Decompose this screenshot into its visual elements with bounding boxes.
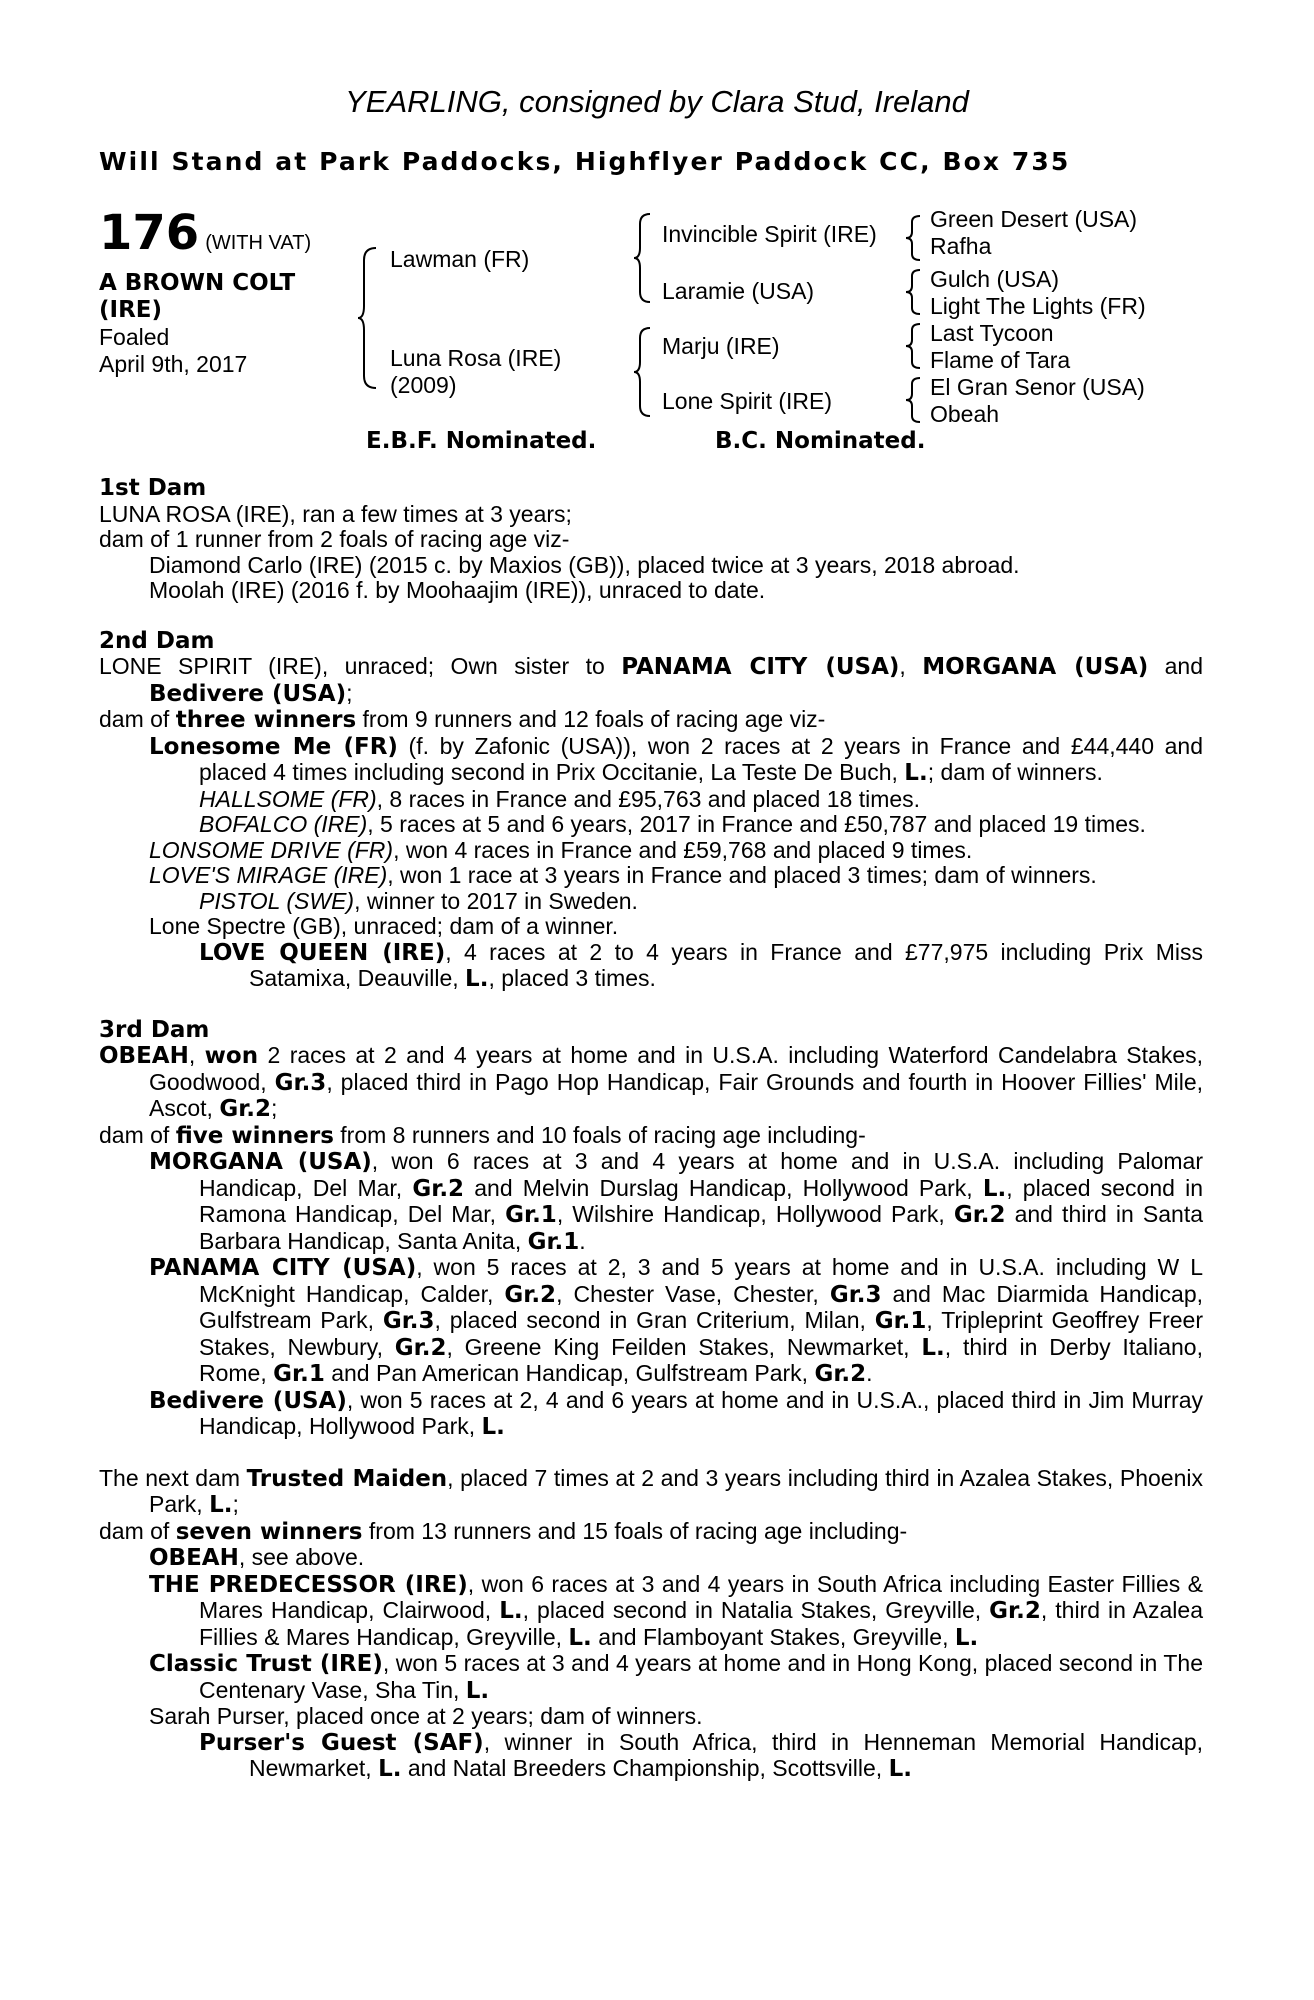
lot-description: A BROWN COLT (IRE) — [99, 270, 296, 323]
consignor-line: YEARLING, consigned by Clara Stud, Ireland — [345, 84, 969, 119]
entry-classic-trust: Classic Trust (IRE), won 5 races at 3 and 4 years at home and in Hong Kong, placed second in The Centenary Vase, Sha Tin, L. — [149, 1650, 1203, 1704]
g3-2: Gulch (USA) — [930, 266, 1060, 292]
foaled-date: April 9th, 2017 — [99, 351, 248, 377]
g3-7: Obeah — [930, 401, 1000, 427]
brace-3d — [906, 376, 924, 424]
sire-line-brace — [634, 212, 654, 304]
entry-bofalco: BOFALCO (IRE), 5 races at 5 and 6 years, 2017 in France and £50,787 and placed 19 times. — [199, 811, 1146, 837]
g3-5: Flame of Tara — [930, 347, 1071, 373]
second-dam-line: LONE SPIRIT (IRE), unraced; Own sister to PANAMA CITY (USA), MORGANA (USA) and Bedivere (USA); — [99, 653, 1204, 707]
sire-dam-brace — [358, 246, 380, 390]
first-dam-line: LUNA ROSA (IRE), ran a few times at 3 years; — [99, 500, 572, 527]
brace-3a — [906, 214, 924, 262]
dam-line-brace — [634, 326, 654, 418]
vat-note: (WITH VAT) — [205, 232, 312, 254]
brace-3c — [906, 322, 924, 370]
entry-loves-mirage: LOVE'S MIRAGE (IRE), won 1 race at 3 years in France and placed 3 times; dam of winners. — [149, 862, 1097, 888]
lot-number: 176 — [99, 205, 200, 261]
dam-sire: Marju (IRE) — [662, 333, 780, 359]
entry-obeah-ref: OBEAH, see above. — [149, 1544, 365, 1571]
bc-nominated: B.C. Nominated. — [715, 428, 926, 454]
lot-details — [99, 205, 339, 378]
foaled-label: Foaled — [99, 324, 170, 350]
first-dam-foal-2: Moolah (IRE) (2016 f. by Moohaajim (IRE)), unraced to date. — [149, 577, 766, 603]
sire: Lawman (FR) — [390, 246, 530, 272]
first-dam-foal-1: Diamond Carlo (IRE) (2015 c. by Maxios (GB)), placed twice at 3 years, 2018 abroad. — [149, 551, 1020, 578]
next-dam-produce: dam of seven winners from 13 runners and 15 foals of racing age including- — [99, 1517, 908, 1545]
entry-love-queen: LOVE QUEEN (IRE), 4 races at 2 to 4 years in France and £77,975 including Prix Miss Satamixa, Deauville, L., placed 3 times. — [199, 938, 1203, 992]
stabling-line: Will Stand at Park Paddocks, Highflyer Paddock CC, Box 735 — [99, 147, 1071, 176]
second-dam-produce: dam of three winners from 9 runners and 12 foals of racing age viz- — [99, 706, 826, 733]
entry-the-predecessor: THE PREDECESSOR (IRE), won 6 races at 3 and 4 years in South Africa including Easter Fillies & Mares Handicap, Clairwood, L., placed second in Natalia Stakes, Greyville, Gr.2, third in Azalea Fillies & Mares Handicap, Greyville, L. and Flamboyant Stakes, Greyville, L. — [149, 1570, 1204, 1651]
entry-bedivere: Bedivere (USA), won 5 races at 2, 4 and 6 years at home and in U.S.A., placed third in Jim Murray Handicap, Hollywood Park, L. — [149, 1386, 1203, 1440]
entry-pursers-guest: Purser's Guest (SAF), winner in South Africa, third in Henneman Memorial Handicap, Newmarket, L. and Natal Breeders Championship, Scottsville, L. — [199, 1728, 1203, 1782]
sire-sire: Invincible Spirit (IRE) — [662, 221, 877, 247]
entry-lone-spectre: Lone Spectre (GB), unraced; dam of a winner. — [149, 913, 619, 939]
third-dam-produce: dam of five winners from 8 runners and 10 foals of racing age including- — [99, 1121, 866, 1149]
g3-1: Rafha — [930, 233, 992, 259]
g3-0: Green Desert (USA) — [930, 206, 1138, 232]
third-dam-heading: 3rd Dam — [99, 1016, 210, 1043]
second-dam-heading: 2nd Dam — [99, 627, 215, 654]
third-dam-line: OBEAH, won 2 races at 2 and 4 years at home and in U.S.A. including Waterford Candelabra Stakes, Goodwood, Gr.3, placed third in Pago Hop Handicap, Fair Grounds and fourth in Hoover Fillies' Mile, Ascot, Gr.2; — [99, 1042, 1204, 1122]
dam: Luna Rosa (IRE) — [390, 345, 562, 371]
first-dam-produce: dam of 1 runner from 2 foals of racing age viz- — [99, 526, 570, 552]
entry-pistol: PISTOL (SWE), winner to 2017 in Sweden. — [199, 887, 638, 914]
sire-dam: Laramie (USA) — [662, 278, 815, 304]
brace-3b — [906, 268, 924, 316]
entry-morgana: MORGANA (USA), won 6 races at 3 and 4 years at home and in U.S.A. including Palomar Handicap, Del Mar, Gr.2 and Melvin Durslag Handicap, Hollywood Park, L., placed second in Ramona Handicap, Del Mar, Gr.1, Wilshire Handicap, Hollywood Park, Gr.2 and third in Santa Barbara Handicap, Santa Anita, Gr.1. — [149, 1148, 1204, 1255]
ebf-nominated: E.B.F. Nominated. — [366, 428, 597, 454]
g3-4: Last Tycoon — [930, 320, 1054, 346]
next-dam-line: The next dam Trusted Maiden, placed 7 times at 2 and 3 years including third in Azalea Stakes, Phoenix Park, L.; — [99, 1464, 1203, 1518]
first-dam-heading: 1st Dam — [99, 475, 207, 501]
dam-year: (2009) — [390, 372, 457, 398]
g3-6: El Gran Senor (USA) — [930, 374, 1145, 400]
entry-lonsome-drive: LONSOME DRIVE (FR), won 4 races in France and £59,768 and placed 9 times. — [149, 836, 973, 863]
entry-panama-city: PANAMA CITY (USA), won 5 races at 2, 3 and 5 years at home and in U.S.A. including W L McKnight Handicap, Calder, Gr.2, Chester Vase, Chester, Gr.3 and Mac Diarmida Handicap, Gulfstream Park, Gr.3, placed second in Gran Criterium, Milan, Gr.1, Tripleprint Geoffrey Freer Stakes, Newbury, Gr.2, Greene King Feilden Stakes, Newmarket, L., third in Derby Italiano, Rome, Gr.1 and Pan American Handicap, Gulfstream Park, Gr.2. — [149, 1254, 1204, 1387]
entry-sarah-purser: Sarah Purser, placed once at 2 years; dam of winners. — [149, 1703, 703, 1729]
g3-3: Light The Lights (FR) — [930, 293, 1146, 319]
entry-hallsome: HALLSOME (FR), 8 races in France and £95,763 and placed 18 times. — [199, 785, 921, 812]
family-notes — [99, 476, 1203, 1783]
dam-dam: Lone Spirit (IRE) — [662, 388, 833, 414]
entry-lonesome-me: Lonesome Me (FR) (f. by Zafonic (USA)), won 2 races at 2 years in France and £44,440 and placed 4 times including second in Prix Occitanie, La Teste De Buch, L.; dam of winners. — [149, 732, 1204, 786]
